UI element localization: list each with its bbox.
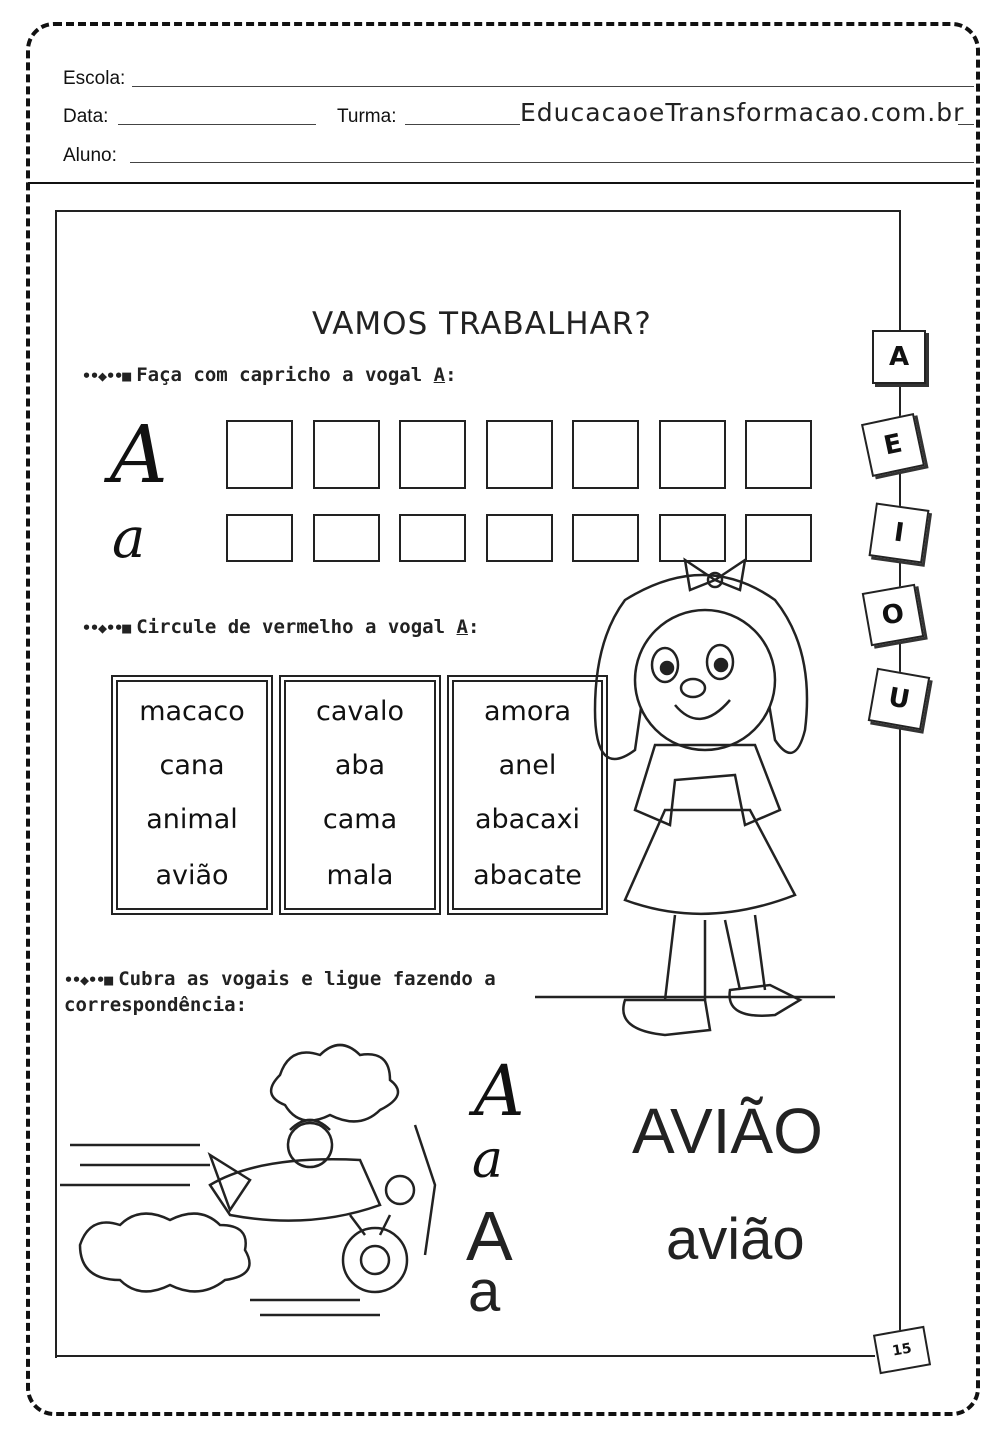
- practice-box-lower[interactable]: [313, 514, 380, 562]
- worksheet-page-bottom: [55, 1355, 875, 1357]
- practice-box-lower[interactable]: [486, 514, 553, 562]
- word[interactable]: amora: [483, 696, 571, 727]
- word-box-2: [284, 680, 436, 910]
- print-upper-a: A: [466, 1197, 513, 1275]
- script-lower-a: a: [112, 506, 146, 571]
- word[interactable]: avião: [155, 860, 229, 891]
- word[interactable]: cavalo: [316, 696, 404, 727]
- word[interactable]: abacaxi: [474, 804, 581, 835]
- date-label: Data:: [63, 106, 109, 127]
- word[interactable]: abacate: [473, 860, 582, 891]
- vowel-tile-i: I: [869, 503, 930, 564]
- word[interactable]: mala: [326, 860, 394, 891]
- word[interactable]: cana: [159, 750, 225, 781]
- word-box-1: [116, 680, 268, 910]
- practice-box-upper[interactable]: [313, 420, 380, 489]
- exercise3-instruction: ••◆••■ Cubra as vogais e ligue fazendo a: [64, 968, 496, 990]
- practice-box-upper[interactable]: [226, 420, 293, 489]
- student-label: Aluno:: [63, 145, 117, 166]
- word[interactable]: anel: [498, 750, 557, 781]
- practice-box-lower[interactable]: [226, 514, 293, 562]
- practice-box-upper[interactable]: [399, 420, 466, 489]
- word[interactable]: macaco: [139, 696, 245, 727]
- practice-box-lower[interactable]: [572, 514, 639, 562]
- practice-box-lower[interactable]: [745, 514, 812, 562]
- vowel-tile-o: O: [862, 584, 925, 647]
- script-upper-a: A: [110, 408, 168, 501]
- practice-box-lower[interactable]: [659, 514, 726, 562]
- word-upper-aviao: AVIÃO: [632, 1095, 823, 1167]
- practice-box-upper[interactable]: [745, 420, 812, 489]
- pencil-bullet-icon: ••◆••■: [82, 367, 131, 385]
- class-label: Turma:: [337, 106, 397, 127]
- exercise1-vowel: A: [433, 364, 446, 386]
- pencil-bullet-icon: ••◆••■: [82, 619, 131, 637]
- vowel-tile-a: A: [872, 330, 926, 384]
- exercise2-vowel: A: [456, 616, 468, 638]
- word[interactable]: aba: [334, 750, 386, 781]
- class-field-line[interactable]: [405, 124, 520, 125]
- practice-box-upper[interactable]: [659, 420, 726, 489]
- practice-box-upper[interactable]: [486, 420, 553, 489]
- word[interactable]: animal: [146, 804, 238, 835]
- vowel-tile-u: U: [868, 668, 931, 731]
- class-field-line-end: [958, 124, 974, 125]
- practice-box-upper[interactable]: [572, 420, 639, 489]
- site-url: EducacaoeTransformacao.com.br: [520, 98, 965, 127]
- airplane-illustration: [60, 1035, 460, 1325]
- date-field-line[interactable]: [118, 124, 316, 125]
- word-lower-aviao: avião: [666, 1207, 805, 1272]
- student-field-line[interactable]: [130, 162, 974, 163]
- print-lower-a: a: [468, 1259, 501, 1324]
- header-divider: [28, 182, 974, 184]
- girl-illustration: [555, 560, 855, 1050]
- school-field-line[interactable]: [132, 86, 974, 87]
- practice-box-lower[interactable]: [399, 514, 466, 562]
- worksheet-title: VAMOS TRABALHAR?: [312, 306, 652, 342]
- page-number: 15: [873, 1326, 931, 1374]
- school-label: Escola:: [63, 68, 126, 89]
- exercise2-instruction: ••◆••■ Circule de vermelho a vogal A:: [82, 616, 480, 638]
- script-lower-a-exercise3: a: [472, 1130, 504, 1190]
- pencil-bullet-icon: ••◆••■: [64, 971, 113, 989]
- vowel-tile-e: E: [861, 413, 925, 477]
- script-upper-a-exercise3: A: [474, 1050, 525, 1132]
- word[interactable]: cama: [322, 804, 398, 835]
- exercise1-instruction: ••◆••■ Faça com capricho a vogal A:: [82, 364, 457, 386]
- exercise3-instruction-line2: correspondência:: [64, 994, 248, 1016]
